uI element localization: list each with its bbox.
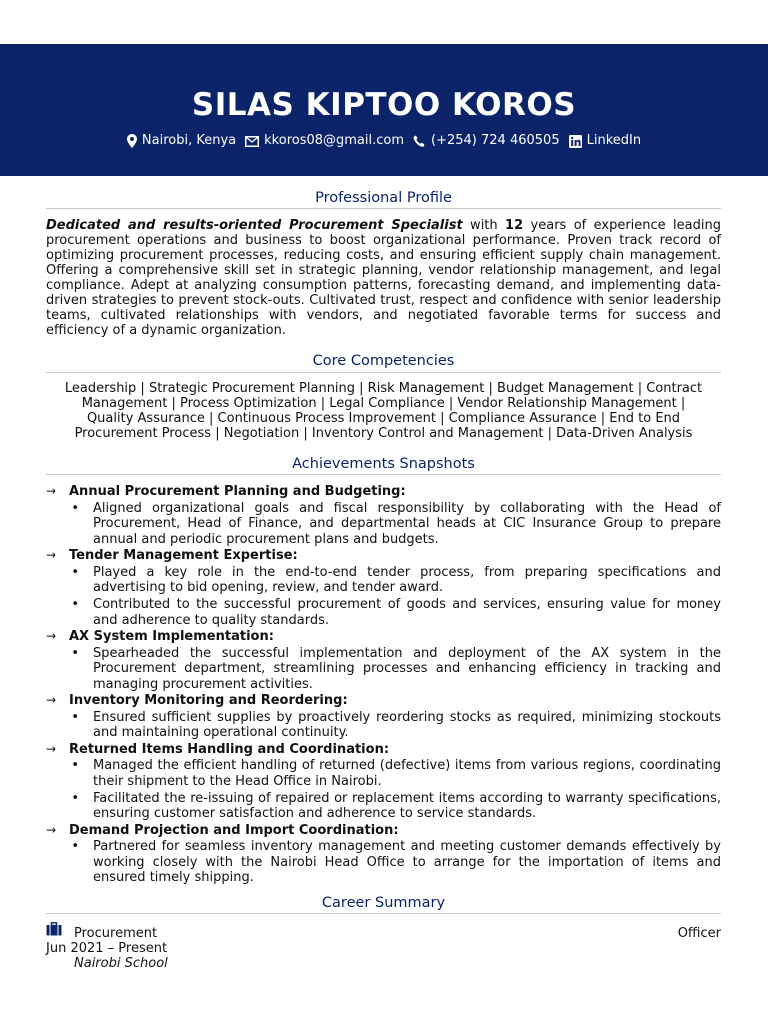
- arrow-right-icon: →: [46, 741, 57, 756]
- candidate-name: SILAS KIPTOO KOROS: [191, 87, 577, 123]
- career-entry: [46, 926, 721, 971]
- email-link[interactable]: kkoros08@gmail.com: [264, 133, 405, 148]
- bullet-dot-icon: •: [71, 709, 79, 725]
- profile-paragraph: [46, 218, 721, 338]
- achievement-heading-text: Inventory Monitoring and Reordering:: [69, 693, 348, 708]
- achievement-heading-text: Annual Procurement Planning and Budgeting:: [69, 484, 406, 499]
- achievement-group: [46, 823, 721, 886]
- contact-location: [127, 132, 236, 150]
- bullet-text: Played a key role in the end-to-end tender process, from preparing specifications and advertising to bid opening, review, and tender award.: [93, 564, 721, 595]
- achievement-heading: [46, 484, 721, 499]
- achievement-heading: [46, 629, 721, 644]
- resume-header: [0, 44, 768, 176]
- competencies-divider: [46, 372, 721, 373]
- achievement-bullet: [46, 839, 721, 886]
- bullet-text: Facilitated the re-issuing of repaired or replacement items according to warranty specifications, ensuring customer satisfaction and adherence to service standards.: [93, 790, 721, 821]
- arrow-right-icon: →: [46, 822, 57, 837]
- achievement-bullet: [46, 597, 721, 628]
- achievements-section-title: Achievements Snapshots: [292, 456, 475, 472]
- job-title-left: Procurement: [74, 926, 158, 941]
- profile-mid: with: [462, 218, 506, 233]
- profile-section-title: Professional Profile: [315, 190, 452, 206]
- job-title-right: Officer: [677, 926, 721, 941]
- linkedin-icon: [569, 135, 582, 148]
- bullet-dot-icon: •: [71, 645, 79, 661]
- achievement-group: [46, 548, 721, 628]
- bullet-dot-icon: •: [71, 758, 79, 773]
- profile-lead: Dedicated and results-oriented Procurement Specialist: [46, 218, 463, 233]
- briefcase-icon: [46, 922, 62, 940]
- achievement-group: [46, 742, 721, 822]
- achievement-bullet: [46, 791, 721, 822]
- contact-email[interactable]: [245, 132, 404, 150]
- arrow-right-icon: →: [46, 484, 57, 498]
- achievement-heading-text: Demand Projection and Import Coordination:: [69, 822, 399, 838]
- competencies-line: Management | Process Optimization | Legal Compliance | Vendor Relationship Management |: [81, 396, 686, 411]
- job-dates: Jun 2021 – Present: [46, 941, 168, 956]
- achievement-bullet: [46, 565, 721, 596]
- location-text: Nairobi, Kenya: [141, 133, 237, 148]
- bullet-dot-icon: •: [71, 597, 79, 612]
- achievement-group: [46, 484, 721, 547]
- bullet-text: Contributed to the successful procurement of goods and services, ensuring value for money and adherence to quality standards.: [93, 597, 721, 628]
- phone-icon: [413, 135, 426, 148]
- bullet-dot-icon: •: [71, 500, 79, 516]
- bullet-dot-icon: •: [71, 790, 79, 806]
- envelope-icon: [245, 136, 259, 147]
- bullet-text: Managed the efficient handling of returned (defective) items from various regions, coordinating their shipment to the Head Office in Nairobi.: [93, 758, 721, 789]
- linkedin-link[interactable]: LinkedIn: [586, 133, 642, 148]
- competencies-list: [46, 381, 721, 441]
- achievement-bullet: [46, 710, 721, 741]
- arrow-right-icon: →: [46, 629, 57, 643]
- bullet-dot-icon: •: [71, 839, 79, 854]
- arrow-right-icon: →: [46, 548, 57, 562]
- bullet-text: Aligned organizational goals and fiscal responsibility by collaborating with the Head of Procurement, Head of Finance, and departmental heads at CIC Insurance Group to prepare annual and periodic procurement plans and budgets.: [93, 500, 721, 547]
- arrow-right-icon: →: [46, 693, 57, 707]
- achievement-bullet: [46, 501, 721, 548]
- contact-phone[interactable]: [413, 132, 560, 150]
- achievement-heading: [46, 693, 721, 708]
- achievement-group: [46, 693, 721, 741]
- competencies-line: Quality Assurance | Continuous Process Improvement | Compliance Assurance | End to End: [86, 411, 681, 426]
- career-divider: [46, 913, 721, 914]
- achievement-heading: [46, 823, 721, 838]
- bullet-dot-icon: •: [71, 564, 79, 580]
- map-pin-icon: [127, 134, 137, 148]
- achievements-list: [46, 483, 721, 886]
- contact-linkedin[interactable]: [569, 132, 641, 150]
- profile-years: 12: [505, 218, 524, 233]
- career-section-title: Career Summary: [321, 895, 446, 911]
- achievement-bullet: [46, 646, 721, 693]
- achievement-heading: [46, 742, 721, 757]
- bullet-text: Ensured sufficient supplies by proactively reordering stocks as required, minimizing stockouts and maintaining operational continuity.: [93, 709, 721, 740]
- achievements-divider: [46, 474, 721, 475]
- achievement-heading-text: Tender Management Expertise:: [69, 548, 298, 563]
- achievement-heading-text: Returned Items Handling and Coordination:: [69, 741, 390, 757]
- achievement-heading: [46, 548, 721, 563]
- competencies-line: Leadership | Strategic Procurement Planning | Risk Management | Budget Management | Contract: [64, 381, 703, 396]
- job-organization: Nairobi School: [74, 956, 168, 971]
- phone-text[interactable]: (+254) 724 460505: [431, 133, 560, 148]
- bullet-text: Spearheaded the successful implementation and deployment of the AX system in the Procurement department, streamlining processes and enhancing efficiency in tracking and managing procurement activities.: [93, 645, 721, 692]
- profile-divider: [46, 208, 721, 209]
- bullet-text: Partnered for seamless inventory management and meeting customer demands effectively by working closely with the Nairobi Head Office to arrange for the importation of items and ensured timely shipping.: [93, 839, 721, 885]
- competencies-section-title: Core Competencies: [312, 353, 455, 369]
- achievement-bullet: [46, 758, 721, 789]
- contact-bar: [0, 132, 768, 150]
- competencies-line: Procurement Process | Negotiation | Inventory Control and Management | Data-Driven Analysis: [74, 426, 693, 441]
- profile-rest: years of experience leading procurement operations and business to boost organizational performance. Proven track record of optimizing procurement processes, reducing costs, and ensuring efficient supply chain management. Offering a comprehensive skill set in strategic planning, vendor relationship management, and legal compliance. Adept at analyzing consumption patterns, forecasting demand, and implementing data-driven strategies to prevent stock-outs. Cultivated trust, respect and confidence with senior leadership teams, cultivated relationships with vendors, and negotiated favorable terms for success and efficiency of a dynamic organization.: [46, 218, 721, 338]
- job-title-row: [46, 926, 721, 941]
- achievement-group: [46, 629, 721, 692]
- achievement-heading-text: AX System Implementation:: [69, 629, 274, 644]
